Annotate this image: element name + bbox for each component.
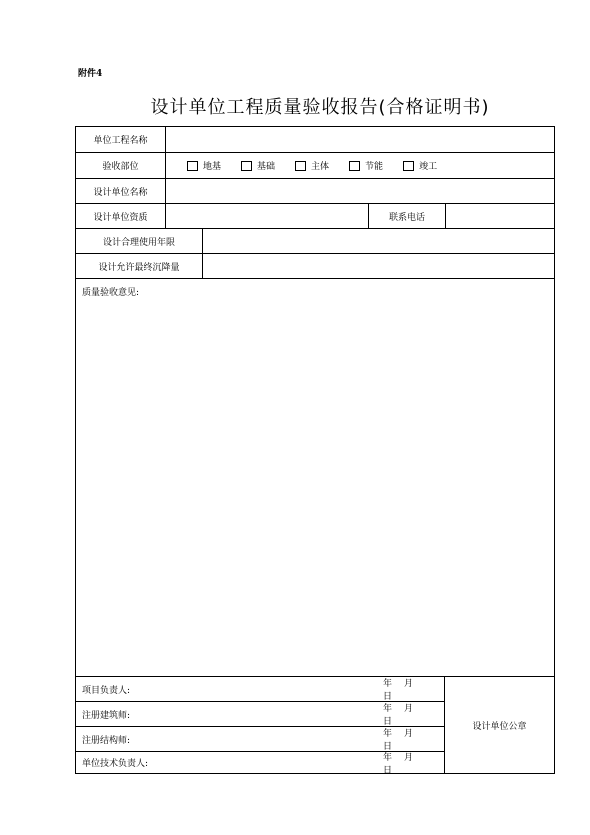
acceptance-form — [75, 126, 555, 774]
attachment-label: 附件4 — [78, 69, 103, 79]
checkbox[interactable] — [295, 161, 306, 171]
label-unit-project-name: 单位工程名称 — [76, 127, 166, 152]
quality-opinion-area[interactable] — [76, 279, 554, 677]
input-design-max-settlement[interactable] — [203, 254, 554, 278]
signature-date: 年 月日 — [383, 704, 414, 727]
option-main-structure[interactable]: 主体 — [295, 159, 329, 172]
checkbox[interactable] — [403, 161, 414, 171]
row-design-unit-name — [76, 179, 554, 204]
row-design-unit-qualification — [76, 204, 554, 229]
signature-label: 单位技术负责人: — [82, 759, 149, 769]
label-acceptance-part: 验收部位 — [76, 153, 166, 178]
option-foundation[interactable]: 基础 — [241, 159, 275, 172]
row-acceptance-part — [76, 153, 554, 179]
option-completion[interactable]: 竣工 — [403, 159, 437, 172]
signature-date: 年 月日 — [383, 729, 414, 752]
signature-row-structural-engineer[interactable] — [76, 727, 444, 752]
signature-row-technical-lead[interactable] — [76, 752, 444, 776]
signature-date: 年 月日 — [383, 679, 414, 702]
checkbox[interactable] — [349, 161, 360, 171]
signature-label: 注册结构师: — [82, 735, 131, 746]
option-energy-saving[interactable]: 节能 — [349, 159, 383, 172]
input-design-unit-qualification[interactable] — [166, 204, 369, 228]
design-unit-seal[interactable] — [444, 677, 554, 773]
option-foundation-soil[interactable]: 地基 — [187, 159, 221, 172]
row-design-service-life — [76, 229, 554, 254]
input-design-service-life[interactable] — [203, 229, 554, 253]
signature-row-architect[interactable] — [76, 702, 444, 727]
page-title: 设计单位工程质量验收报告(合格证明书) — [150, 97, 490, 118]
checkbox[interactable] — [187, 161, 198, 171]
row-unit-project-name — [76, 127, 554, 153]
input-unit-project-name[interactable] — [166, 127, 554, 152]
label-design-service-life: 设计合理使用年限 — [76, 229, 203, 253]
label-design-max-settlement: 设计允许最终沉降量 — [76, 254, 203, 278]
acceptance-options — [166, 153, 554, 178]
seal-label: 设计单位公章 — [472, 721, 527, 732]
opinion-label: 质量验收意见: — [82, 288, 140, 298]
label-design-unit-qualification: 设计单位资质 — [76, 204, 166, 228]
input-design-unit-name[interactable] — [166, 179, 554, 203]
label-design-unit-name: 设计单位名称 — [76, 179, 166, 203]
signature-label: 项目负责人: — [82, 685, 131, 696]
row-design-max-settlement — [76, 254, 554, 279]
checkbox[interactable] — [241, 161, 252, 171]
label-contact-phone: 联系电话 — [369, 204, 446, 228]
signature-row-project-lead[interactable] — [76, 677, 444, 702]
signature-date: 年 月日 — [383, 752, 414, 776]
input-contact-phone[interactable] — [446, 204, 554, 228]
signature-label: 注册建筑师: — [82, 710, 131, 721]
